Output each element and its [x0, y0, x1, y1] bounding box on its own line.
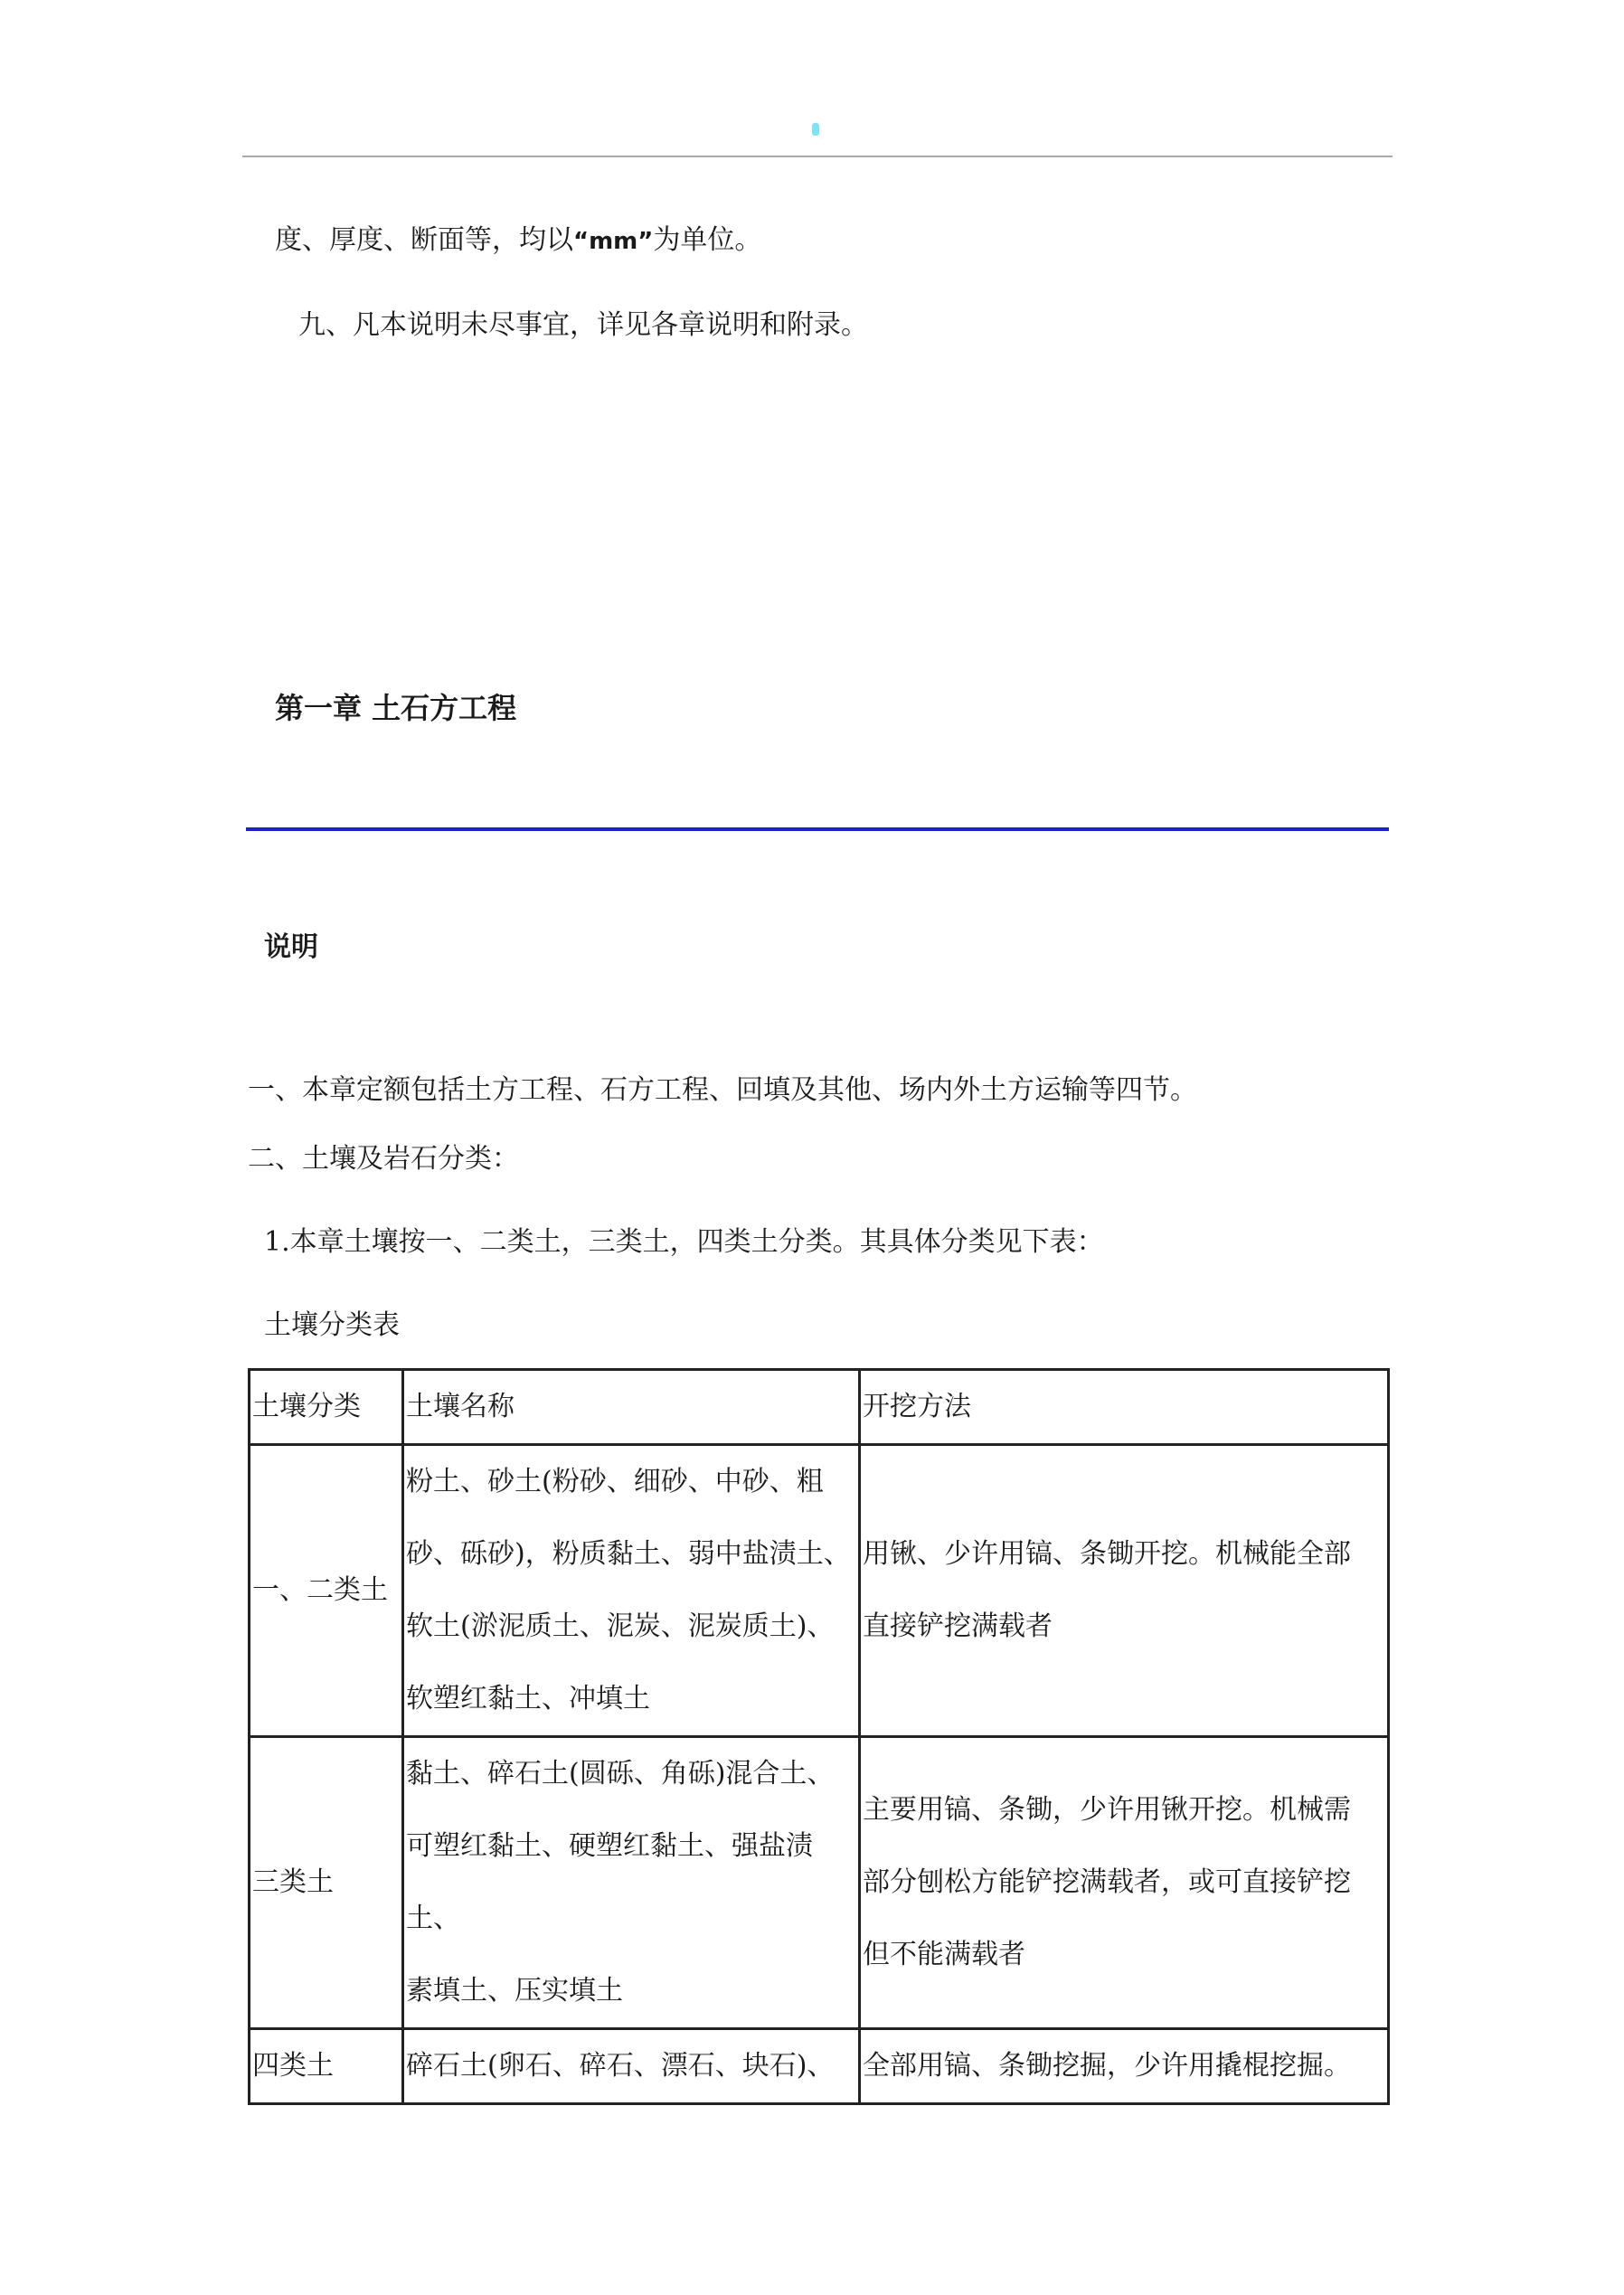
header-category: 土壤分类	[250, 1370, 403, 1445]
chapter-title: 第一章 土石方工程	[275, 691, 517, 725]
table-row	[250, 2029, 1389, 2104]
row-category: 三类土	[250, 1737, 403, 2029]
row-names	[403, 1445, 860, 1737]
name-line: 砂、砾砂)，粉质黏土、弱中盐渍土、	[406, 1538, 851, 1570]
name-line: 粉土、砂土(粉砂、细砂、中砂、粗	[406, 1466, 824, 1497]
name-line: 碎石土(卵石、碎石、漂石、块石)、	[406, 2050, 835, 2082]
row-names	[403, 2029, 860, 2104]
row-category: 四类土	[250, 2029, 403, 2104]
header-name: 土壤名称	[403, 1370, 860, 1445]
paragraph-1: 一、本章定额包括土方工程、石方工程、回填及其他、场内外土方运输等四节。	[248, 1074, 1197, 1106]
header-rule	[242, 156, 1393, 157]
paragraph-2: 二、土壤及岩石分类：	[248, 1143, 519, 1175]
row-method	[860, 1445, 1389, 1737]
table-row	[250, 1737, 1389, 2029]
continuation-line	[275, 222, 761, 260]
row-method	[860, 1737, 1389, 2029]
method-line: 部分刨松方能铲挖满载者，或可直接铲挖	[863, 1866, 1351, 1898]
row-names	[403, 1737, 860, 2029]
method-line: 主要用镐、条锄，少许用锹开挖。机械需	[863, 1794, 1351, 1826]
name-line: 软土(淤泥质土、泥炭、泥炭质土)、	[406, 1610, 835, 1642]
row-method	[860, 2029, 1389, 2104]
table-header-row	[250, 1370, 1389, 1445]
method-line: 用锹、少许用镐、条锄开挖。机械能全部	[863, 1538, 1351, 1570]
continuation-prefix: 度、厚度、断面等，均以	[275, 224, 573, 256]
name-line: 可塑红黏土、硬塑红黏土、强盐渍土、	[406, 1830, 813, 1934]
item-nine: 九、凡本说明未尽事宜，详见各章说明和附录。	[298, 309, 868, 341]
header-method: 开挖方法	[860, 1370, 1389, 1445]
method-line: 全部用镐、条锄挖掘，少许用撬棍挖掘。	[863, 2050, 1351, 2082]
name-line: 黏土、碎石土(圆砾、角砾)混合土、	[406, 1758, 835, 1790]
name-line: 素填土、压实填土	[406, 1975, 623, 2007]
soil-classification-table	[248, 1368, 1390, 2105]
section-title: 说明	[264, 931, 318, 963]
row-category: 一、二类土	[250, 1445, 403, 1737]
table-row	[250, 1445, 1389, 1737]
chapter-rule	[246, 827, 1389, 831]
paragraph-3: 1.本章土壤按一、二类土，三类土，四类土分类。其具体分类见下表：	[264, 1226, 1104, 1258]
method-line: 直接铲挖满载者	[863, 1610, 1053, 1642]
continuation-suffix: 为单位。	[653, 224, 762, 256]
header-mark	[812, 123, 819, 136]
unit-mm: “mm”	[573, 228, 654, 255]
table-caption: 土壤分类表	[264, 1309, 400, 1341]
name-line: 软塑红黏土、冲填土	[406, 1683, 650, 1714]
method-line: 但不能满载者	[863, 1939, 1025, 1970]
